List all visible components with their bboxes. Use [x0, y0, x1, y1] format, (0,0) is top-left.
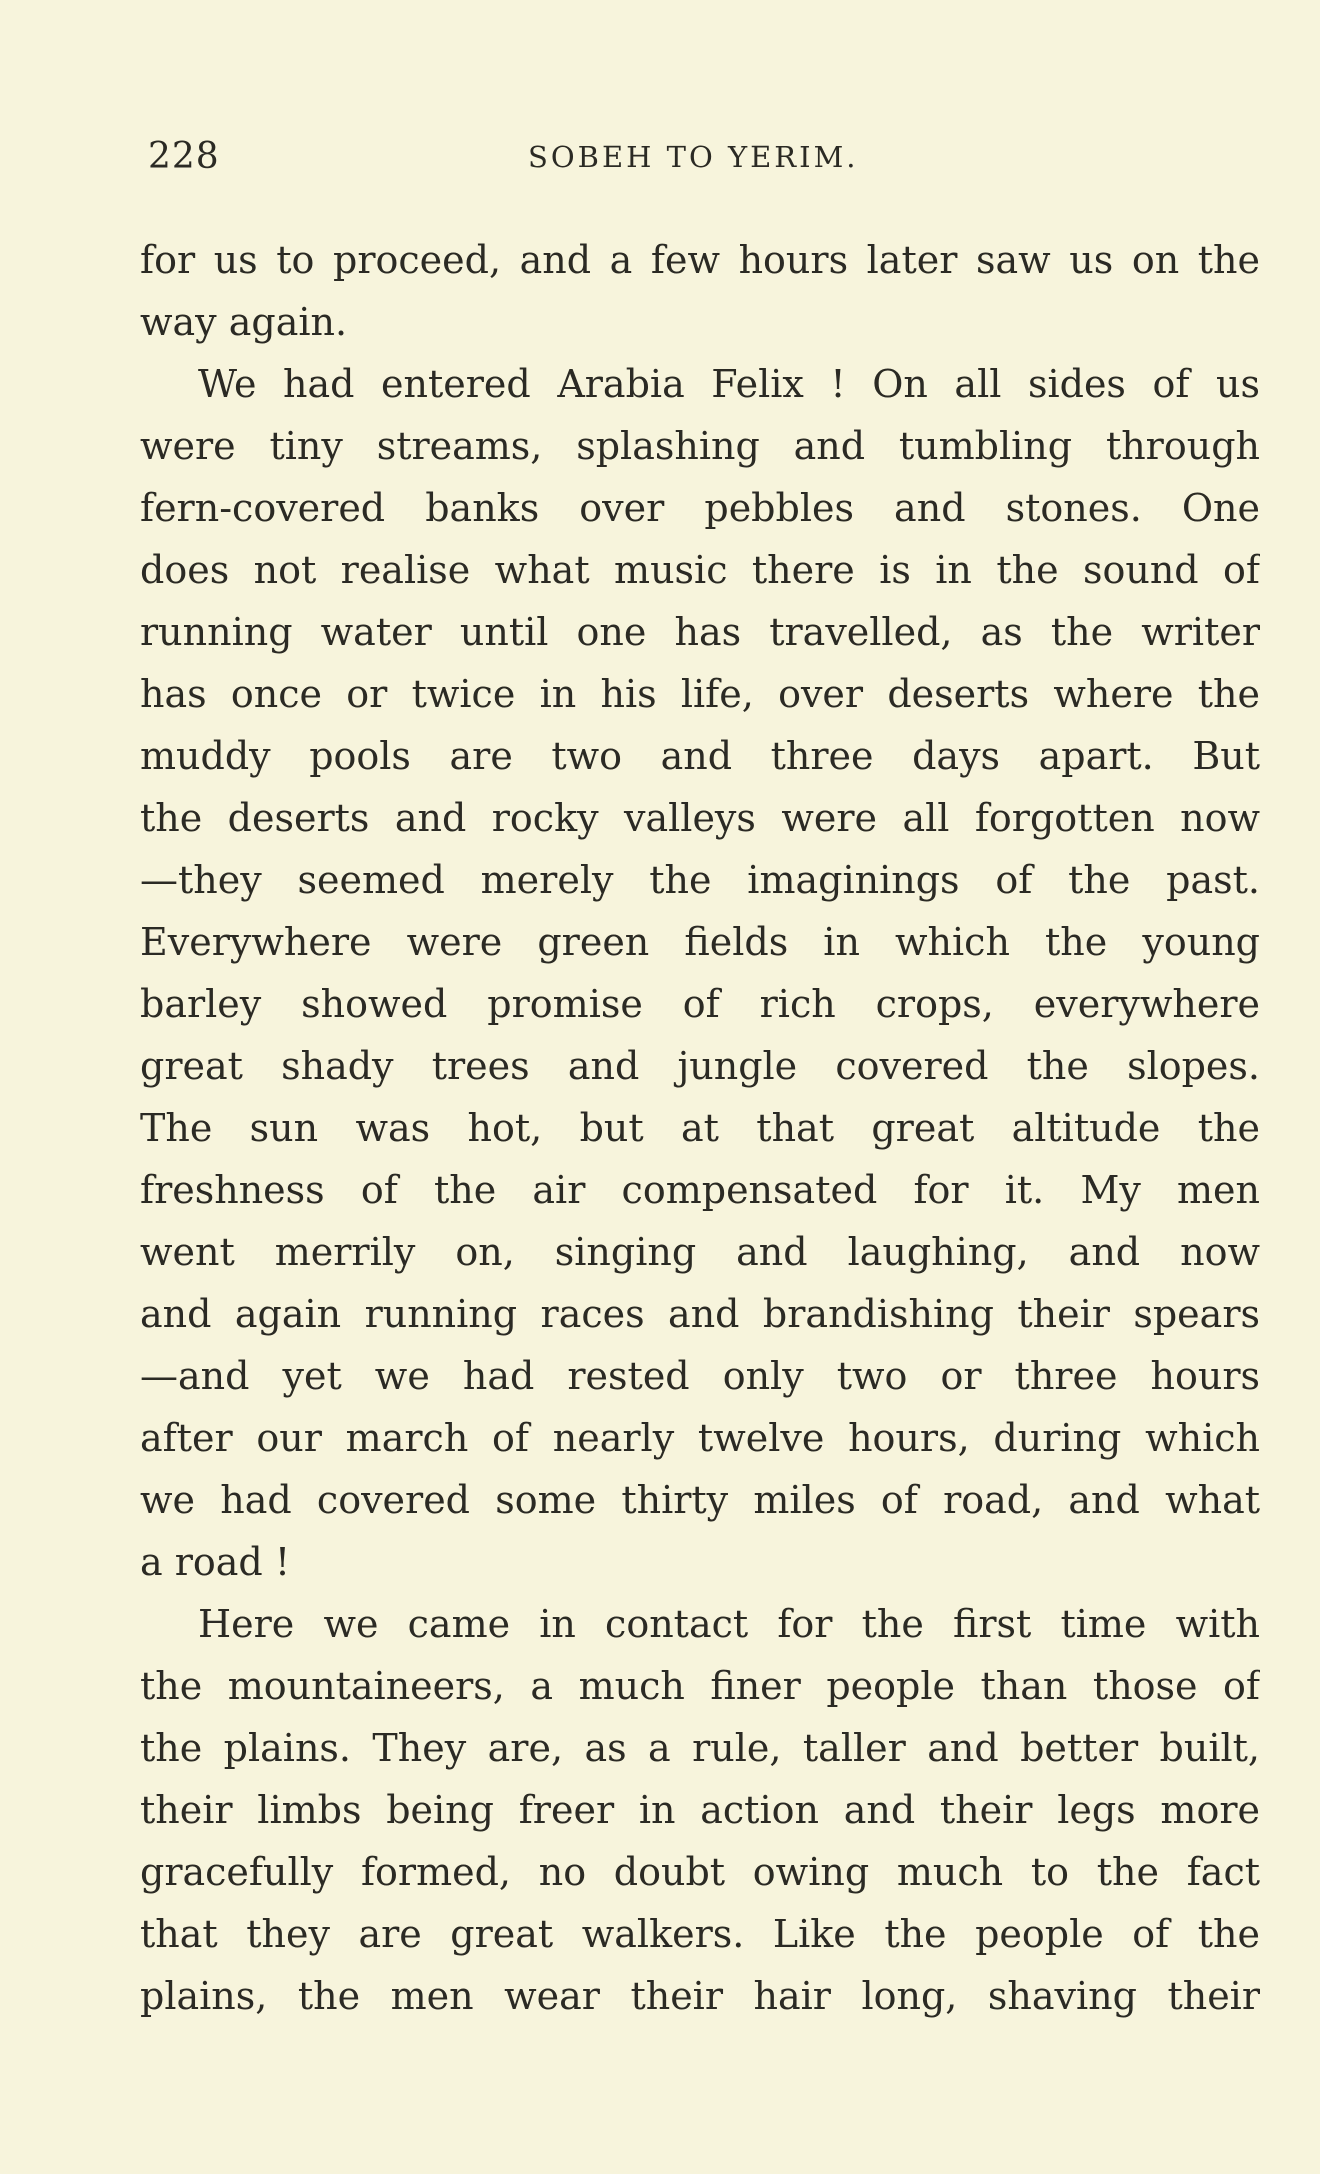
text-line: great shady trees and jungle covered the slopes.: [140, 1044, 1260, 1088]
text-line: running water until one has travelled, as the writer: [140, 610, 1260, 654]
text-line: —and yet we had rested only two or three hours: [140, 1354, 1260, 1398]
text-line: Everywhere were green fields in which the young: [140, 920, 1260, 964]
text-line: fern-covered banks over pebbles and stones. One: [140, 486, 1260, 530]
text-line: has once or twice in his life, over deserts where the: [140, 672, 1260, 716]
text-line: way again.: [140, 300, 348, 344]
text-line: for us to proceed, and a few hours later saw us on the: [140, 238, 1260, 282]
text-line: freshness of the air compensated for it. My men: [140, 1168, 1260, 1212]
paragraph-1: [140, 232, 1260, 356]
text-line: plains, the men wear their hair long, shaving their: [140, 1974, 1260, 2018]
text-line: gracefully formed, no doubt owing much to the fact: [140, 1850, 1260, 1894]
text-line: after our march of nearly twelve hours, during which: [140, 1416, 1260, 1460]
running-title: SOBEH TO YERIM.: [528, 140, 859, 174]
text-line: We had entered Arabia Felix ! On all sides of us: [198, 362, 1260, 406]
text-line: went merrily on, singing and laughing, and now: [140, 1230, 1260, 1274]
text-line: we had covered some thirty miles of road, and what: [140, 1478, 1260, 1522]
text-line: does not realise what music there is in the sound of: [140, 548, 1260, 592]
running-head: [140, 136, 1260, 186]
text-line: —they seemed merely the imaginings of the past.: [140, 858, 1260, 902]
text-line: the plains. They are, as a rule, taller and better built,: [140, 1726, 1260, 1770]
body-text: [140, 232, 1260, 2030]
page-number: 228: [148, 136, 220, 177]
text-line: that they are great walkers. Like the people of the: [140, 1912, 1260, 1956]
text-line: The sun was hot, but at that great altitude the: [140, 1106, 1260, 1150]
text-line: Here we came in contact for the first time with: [198, 1602, 1260, 1646]
text-line: the mountaineers, a much finer people than those of: [140, 1664, 1260, 1708]
text-line: were tiny streams, splashing and tumbling through: [140, 424, 1260, 468]
paragraph-2: [140, 356, 1260, 1596]
text-line: a road !: [140, 1540, 291, 1584]
text-line: and again running races and brandishing their spears: [140, 1292, 1260, 1336]
text-line: barley showed promise of rich crops, everywhere: [140, 982, 1260, 1026]
text-line: the deserts and rocky valleys were all forgotten now: [140, 796, 1260, 840]
text-line: their limbs being freer in action and their legs more: [140, 1788, 1260, 1832]
text-line: muddy pools are two and three days apart. But: [140, 734, 1260, 778]
paragraph-3: [140, 1596, 1260, 2030]
